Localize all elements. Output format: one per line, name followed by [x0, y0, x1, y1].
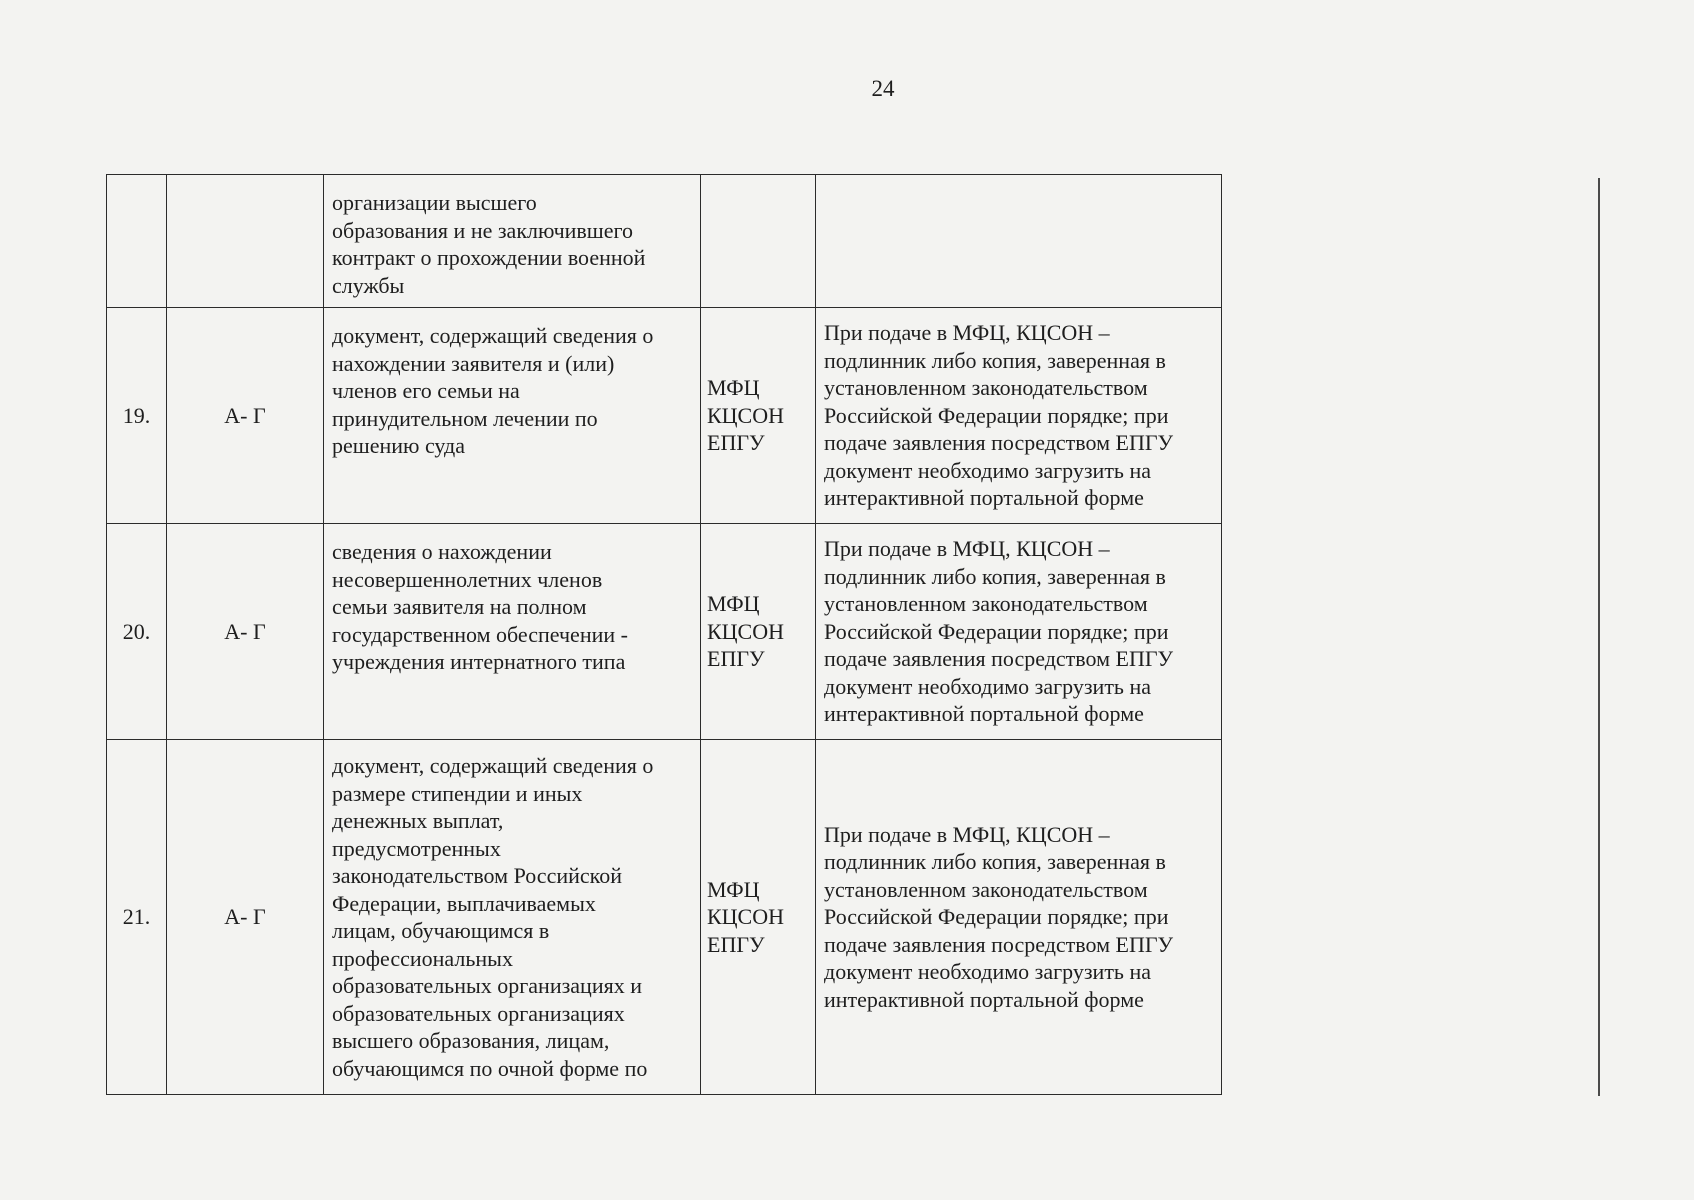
document-cell	[324, 524, 701, 740]
category-cell: А- Г	[167, 308, 324, 524]
source-label: МФЦ	[707, 591, 760, 617]
note-line: документ необходимо загрузить на	[824, 959, 1152, 985]
source-label: КЦСОН	[707, 904, 785, 930]
source-label: ЕПГУ	[707, 931, 765, 957]
note-line: При подаче в МФЦ, КЦСОН –	[824, 536, 1110, 562]
note-line: установленном законодательством	[824, 375, 1148, 401]
note-cell	[816, 524, 1222, 740]
document-line: организации высшего	[332, 190, 537, 215]
margin-rule	[1598, 178, 1600, 1096]
document-cell	[324, 308, 701, 524]
sources-cell	[701, 524, 816, 740]
note-line: При подаче в МФЦ, КЦСОН –	[824, 320, 1110, 346]
category-cell: А- Г	[167, 740, 324, 1095]
document-cell	[324, 740, 701, 1095]
document-line: членов его семьи на	[332, 378, 520, 403]
row-number-cell	[107, 175, 167, 308]
document-line: учреждения интернатного типа	[332, 649, 626, 674]
note-line: подаче заявления посредством ЕПГУ	[824, 931, 1174, 957]
document-line: законодательством Российской	[332, 863, 622, 888]
document-line: высшего образования, лицам,	[332, 1028, 610, 1053]
table-row	[107, 308, 1222, 524]
source-label: МФЦ	[707, 375, 760, 401]
document-line: образовательных организациях и	[332, 973, 642, 998]
document-line: денежных выплат,	[332, 808, 504, 833]
row-number-cell: 21.	[107, 740, 167, 1095]
category-cell: А- Г	[167, 524, 324, 740]
table-row-continuation	[107, 175, 1222, 308]
document-line: контракт о прохождении военной	[332, 245, 646, 270]
document-line: нахождении заявителя и (или)	[332, 350, 615, 376]
note-line: подлинник либо копия, заверенная в	[824, 563, 1166, 589]
note-line: установленном законодательством	[824, 876, 1148, 902]
note-cell	[816, 175, 1222, 308]
document-line: службы	[332, 272, 405, 298]
sources-cell	[701, 740, 816, 1095]
document-line: профессиональных	[332, 945, 513, 971]
note-line: При подаче в МФЦ, КЦСОН –	[824, 821, 1110, 847]
document-line: принудительном лечении по	[332, 405, 598, 431]
note-line: интерактивной портальной форме	[824, 986, 1144, 1012]
document-line: документ, содержащий сведения о	[332, 753, 654, 778]
source-label: КЦСОН	[707, 402, 785, 428]
table-row	[107, 740, 1222, 1095]
row-number-cell: 20.	[107, 524, 167, 740]
sources-cell	[701, 175, 816, 308]
document-line: образования и не заключившего	[332, 217, 633, 243]
document-line: образовательных организациях	[332, 1000, 625, 1026]
note-line: установленном законодательством	[824, 591, 1148, 617]
source-label: КЦСОН	[707, 618, 785, 644]
document-line: лицам, обучающимся в	[332, 918, 550, 943]
documents-table	[106, 174, 1222, 1095]
note-line: подаче заявления посредством ЕПГУ	[824, 646, 1174, 672]
note-line: Российской Федерации порядке; при	[824, 402, 1169, 428]
document-line: обучающимся по очной форме по	[332, 1055, 648, 1081]
document-line: государственном обеспечении -	[332, 621, 628, 647]
note-line: Российской Федерации порядке; при	[824, 904, 1169, 930]
note-line: документ необходимо загрузить на	[824, 673, 1152, 699]
row-number-cell: 19.	[107, 308, 167, 524]
source-label: ЕПГУ	[707, 646, 765, 672]
document-cell	[324, 175, 701, 308]
note-line: интерактивной портальной форме	[824, 485, 1144, 511]
page-number: 24	[871, 76, 895, 101]
note-line: документ необходимо загрузить на	[824, 457, 1152, 483]
document-line: размере стипендии и иных	[332, 780, 583, 806]
note-line: подаче заявления посредством ЕПГУ	[824, 430, 1174, 456]
category-cell	[167, 175, 324, 308]
document-line: предусмотренных	[332, 835, 501, 861]
document-line: документ, содержащий сведения о	[332, 323, 654, 348]
document-line: семьи заявителя на полном	[332, 594, 587, 619]
note-line: интерактивной портальной форме	[824, 701, 1144, 727]
table-row	[107, 524, 1222, 740]
source-label: ЕПГУ	[707, 430, 765, 456]
note-line: подлинник либо копия, заверенная в	[824, 849, 1166, 875]
note-cell	[816, 740, 1222, 1095]
source-label: МФЦ	[707, 876, 760, 902]
note-line: Российской Федерации порядке; при	[824, 618, 1169, 644]
note-line: подлинник либо копия, заверенная в	[824, 347, 1166, 373]
document-line: несовершеннолетних членов	[332, 566, 603, 592]
document-line: решению суда	[332, 433, 465, 458]
sources-cell	[701, 308, 816, 524]
document-line: сведения о нахождении	[332, 539, 552, 564]
document-line: Федерации, выплачиваемых	[332, 890, 596, 916]
note-cell	[816, 308, 1222, 524]
